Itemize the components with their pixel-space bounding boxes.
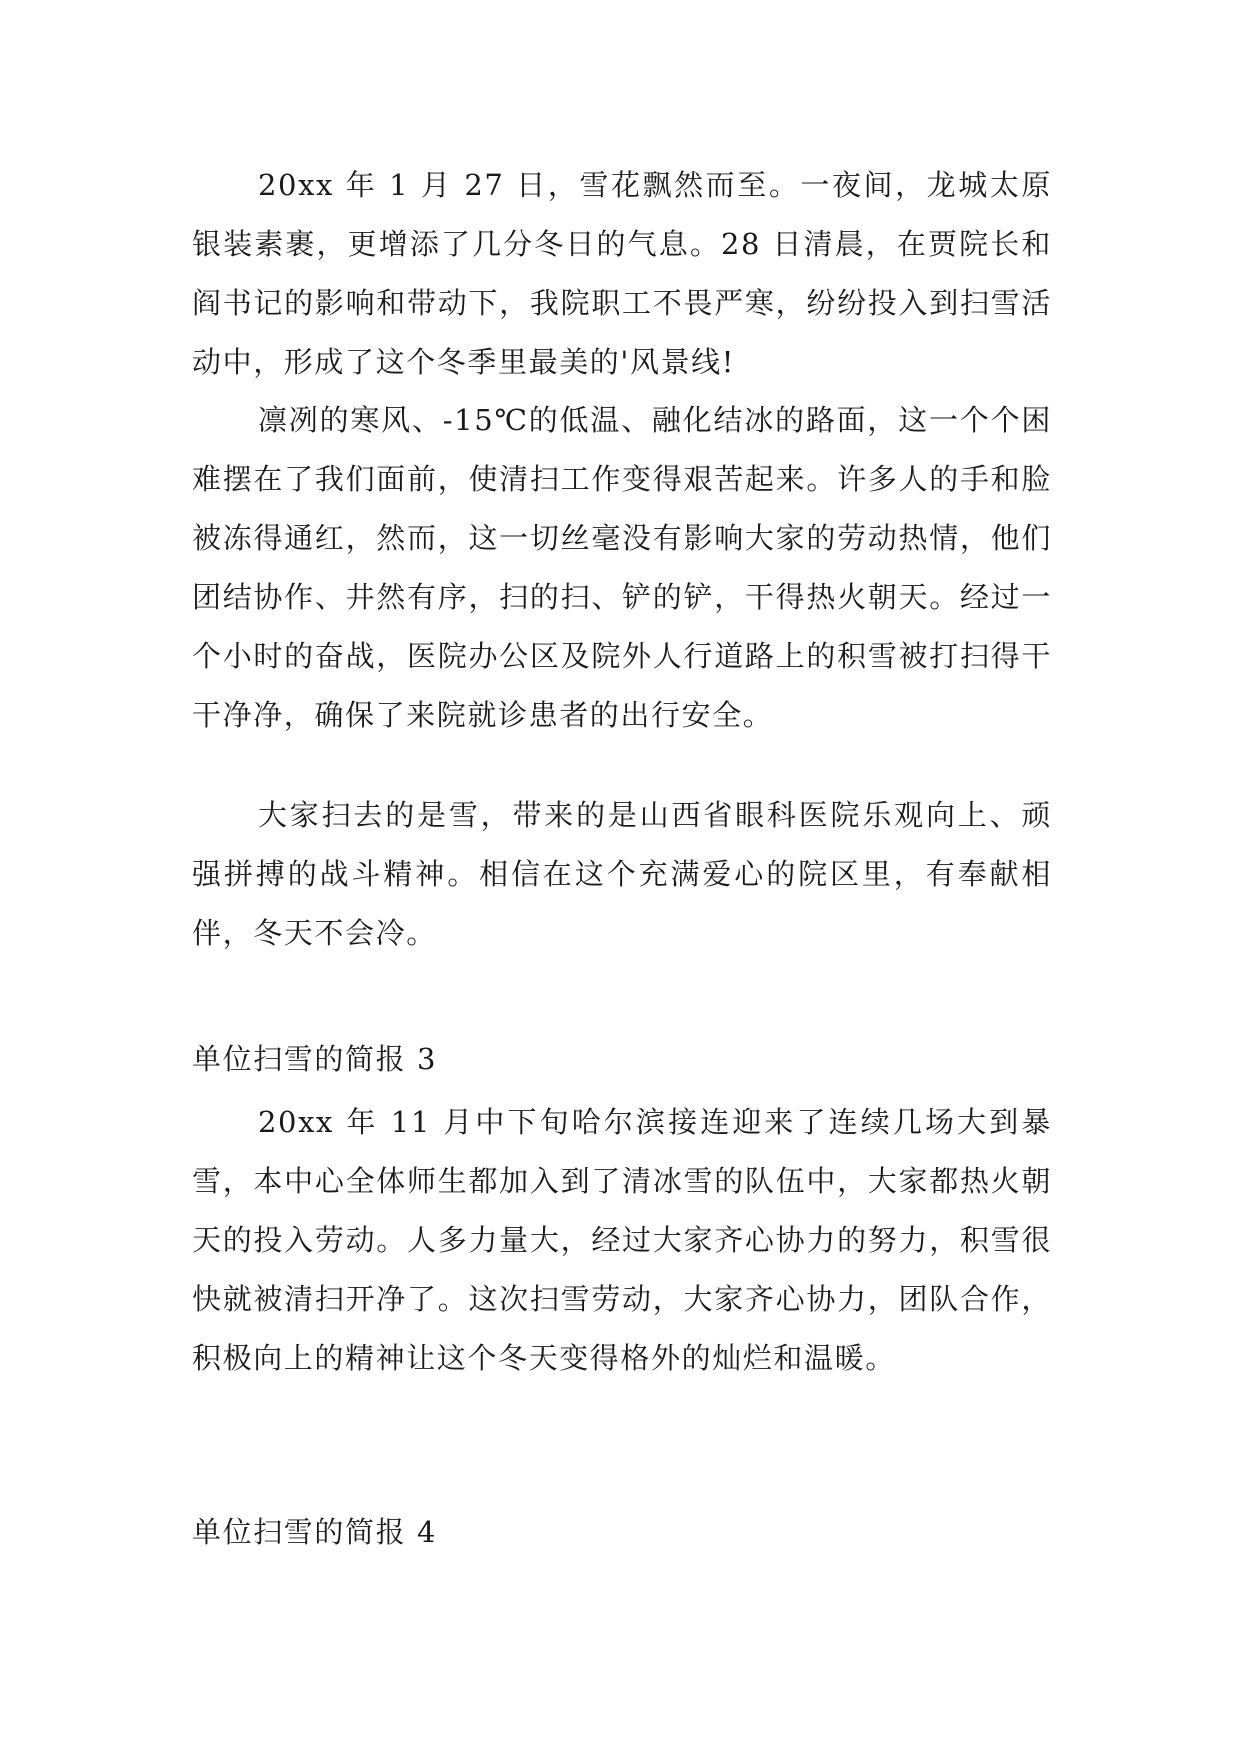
section-heading: 单位扫雪的简报 4 [192,1515,438,1549]
body-paragraph: 凛冽的寒风、-15℃的低温、融化结冰的路面，这一个个困难摆在了我们面前，使清扫工作变得艰苦起来。许多人的手和脸被冻得通红，然而，这一切丝毫没有影响大家的劳动热情，他们团结协作、井然有序，扫的扫、铲的铲，干得热火朝天。经过一个小时的奋战，医院办公区及院外人行道路上的积雪被打扫得干干净净，确保了来院就诊患者的出行安全。 [192,403,1052,732]
body-paragraph: 20xx 年 1 月 27 日，雪花飘然而至。一夜间，龙城太原银装素裹，更增添了几分冬日的气息。28 日清晨，在贾院长和阎书记的影响和带动下，我院职工不畏严寒，纷纷投入到扫雪活动中，形成了这个冬季里最美的'风景线! [192,168,1052,379]
body-paragraph: 20xx 年 11 月中下旬哈尔滨接连迎来了连续几场大到暴雪，本中心全体师生都加入到了清冰雪的队伍中，大家都热火朝天的投入劳动。人多力量大，经过大家齐心协力的努力，积雪很快就被清扫开净了。这次扫雪劳动，大家齐心协力，团队合作，积极向上的精神让这个冬天变得格外的灿烂和温暖。 [192,1105,1052,1375]
section-heading: 单位扫雪的简报 3 [192,1042,438,1076]
body-paragraph: 大家扫去的是雪，带来的是山西省眼科医院乐观向上、顽强拼搏的战斗精神。相信在这个充满爱心的院区里，有奉献相伴，冬天不会冷。 [192,798,1052,950]
